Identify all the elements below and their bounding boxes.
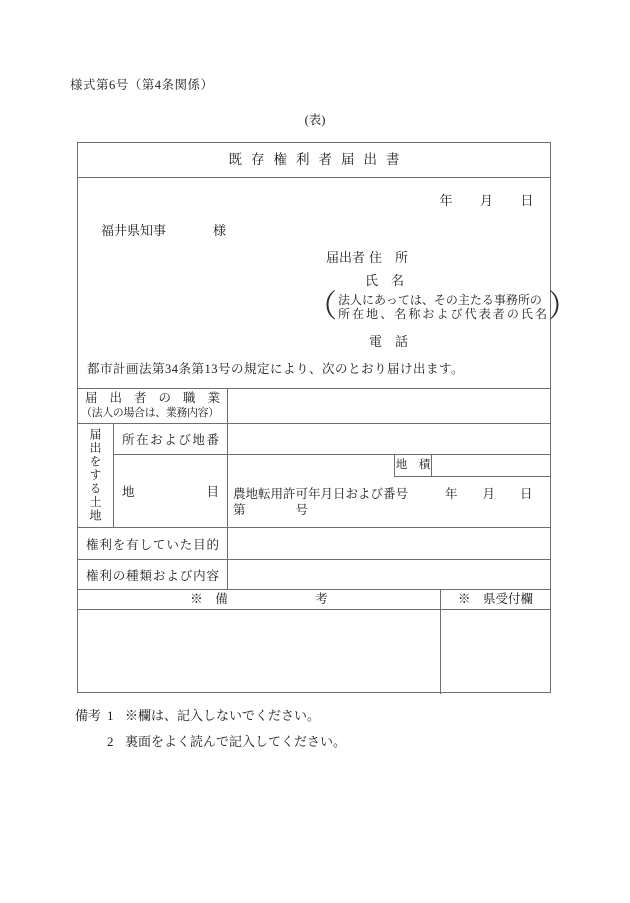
corporate-note xyxy=(307,289,578,324)
purpose-row xyxy=(78,527,550,559)
reception-header: ※ 県受付欄 xyxy=(457,592,533,606)
category-row xyxy=(114,455,550,527)
notes-label: 備考 xyxy=(75,708,102,723)
bracket-close-icon: ） xyxy=(548,289,578,324)
area-strip xyxy=(394,455,550,477)
permit-number: 第 号 xyxy=(233,503,309,517)
notification-form-box xyxy=(77,142,578,693)
remarks-header: ※ 備 考 xyxy=(78,590,441,609)
address-label: 住 所 xyxy=(369,250,409,265)
occupation-label: 届出者の職業 xyxy=(85,391,220,405)
right-kind-label-cell xyxy=(78,560,228,589)
note-2-text: 裏面をよく読んで記入してください。 xyxy=(125,734,347,749)
phone-label: 電 話 xyxy=(369,334,409,349)
corporate-note-line2: 所在地、名称および代表者の氏名 xyxy=(338,307,547,321)
remarks-header-row xyxy=(78,589,550,609)
right-kind-label: 権利の種類および内容 xyxy=(86,568,219,583)
remarks-body-row xyxy=(78,609,550,694)
footer-notes xyxy=(75,707,346,750)
purpose-value-cell xyxy=(228,528,550,559)
bracket-open-icon: （ xyxy=(307,289,337,324)
reception-body-cell xyxy=(441,610,550,694)
declarant-address-line xyxy=(326,247,408,266)
right-kind-row xyxy=(78,559,550,589)
addressee: 福井県知事 xyxy=(101,223,167,238)
addressee-line xyxy=(101,220,226,239)
remarks-body-cell xyxy=(78,610,441,694)
land-rows xyxy=(114,424,550,527)
land-group-label-cell xyxy=(78,424,114,527)
form-number: 様式第6号（第4条関係） xyxy=(70,78,214,92)
category-value-cell xyxy=(228,455,550,527)
occupation-sublabel: （法人の場合は、業務内容） xyxy=(81,407,219,419)
area-label: 地 積 xyxy=(395,455,432,476)
purpose-label-cell xyxy=(78,528,228,559)
land-group-label: 届出をする土地 xyxy=(88,428,102,523)
permit-date: 年 月 日 xyxy=(445,487,533,501)
statement: 都市計画法第34条第13号の規定により、次のとおり届け出ます。 xyxy=(87,362,465,376)
category-label: 地 目 xyxy=(122,485,219,499)
honorific: 様 xyxy=(213,223,227,238)
name-label: 氏 名 xyxy=(365,273,405,288)
declarant-label: 届出者 xyxy=(326,250,366,265)
note-1-number: 1 xyxy=(107,708,114,723)
location-row xyxy=(114,424,550,455)
location-label-cell xyxy=(114,424,228,454)
permit-label: 農地転用許可年月日および番号 xyxy=(233,487,409,501)
note-row-2 xyxy=(75,733,346,750)
right-kind-value-cell xyxy=(228,560,550,589)
permit-block xyxy=(233,486,533,518)
notes-label-spacer xyxy=(75,733,107,750)
permit-line1 xyxy=(233,486,533,502)
occupation-label-cell xyxy=(78,389,228,423)
location-value-cell xyxy=(228,424,550,454)
occupation-row xyxy=(78,388,550,423)
date-line: 年 月 日 xyxy=(439,193,534,208)
location-label: 所在および地番 xyxy=(122,433,219,447)
corporate-note-line1: 法人にあっては、その主たる事務所の xyxy=(338,292,542,307)
note-row-1 xyxy=(75,707,346,724)
note-1-text: ※欄は、記入しないでください。 xyxy=(125,708,321,723)
land-group xyxy=(78,423,550,527)
note-2-number: 2 xyxy=(107,734,114,749)
corporate-note-text xyxy=(338,293,547,322)
purpose-label: 権利を有していた目的 xyxy=(86,537,219,552)
area-value-cell xyxy=(432,455,550,476)
page-side-label: (表) xyxy=(304,113,326,127)
category-label-cell xyxy=(114,455,228,527)
occupation-value-cell xyxy=(228,389,550,423)
form-title: 既存権利者届出書 xyxy=(78,143,550,178)
